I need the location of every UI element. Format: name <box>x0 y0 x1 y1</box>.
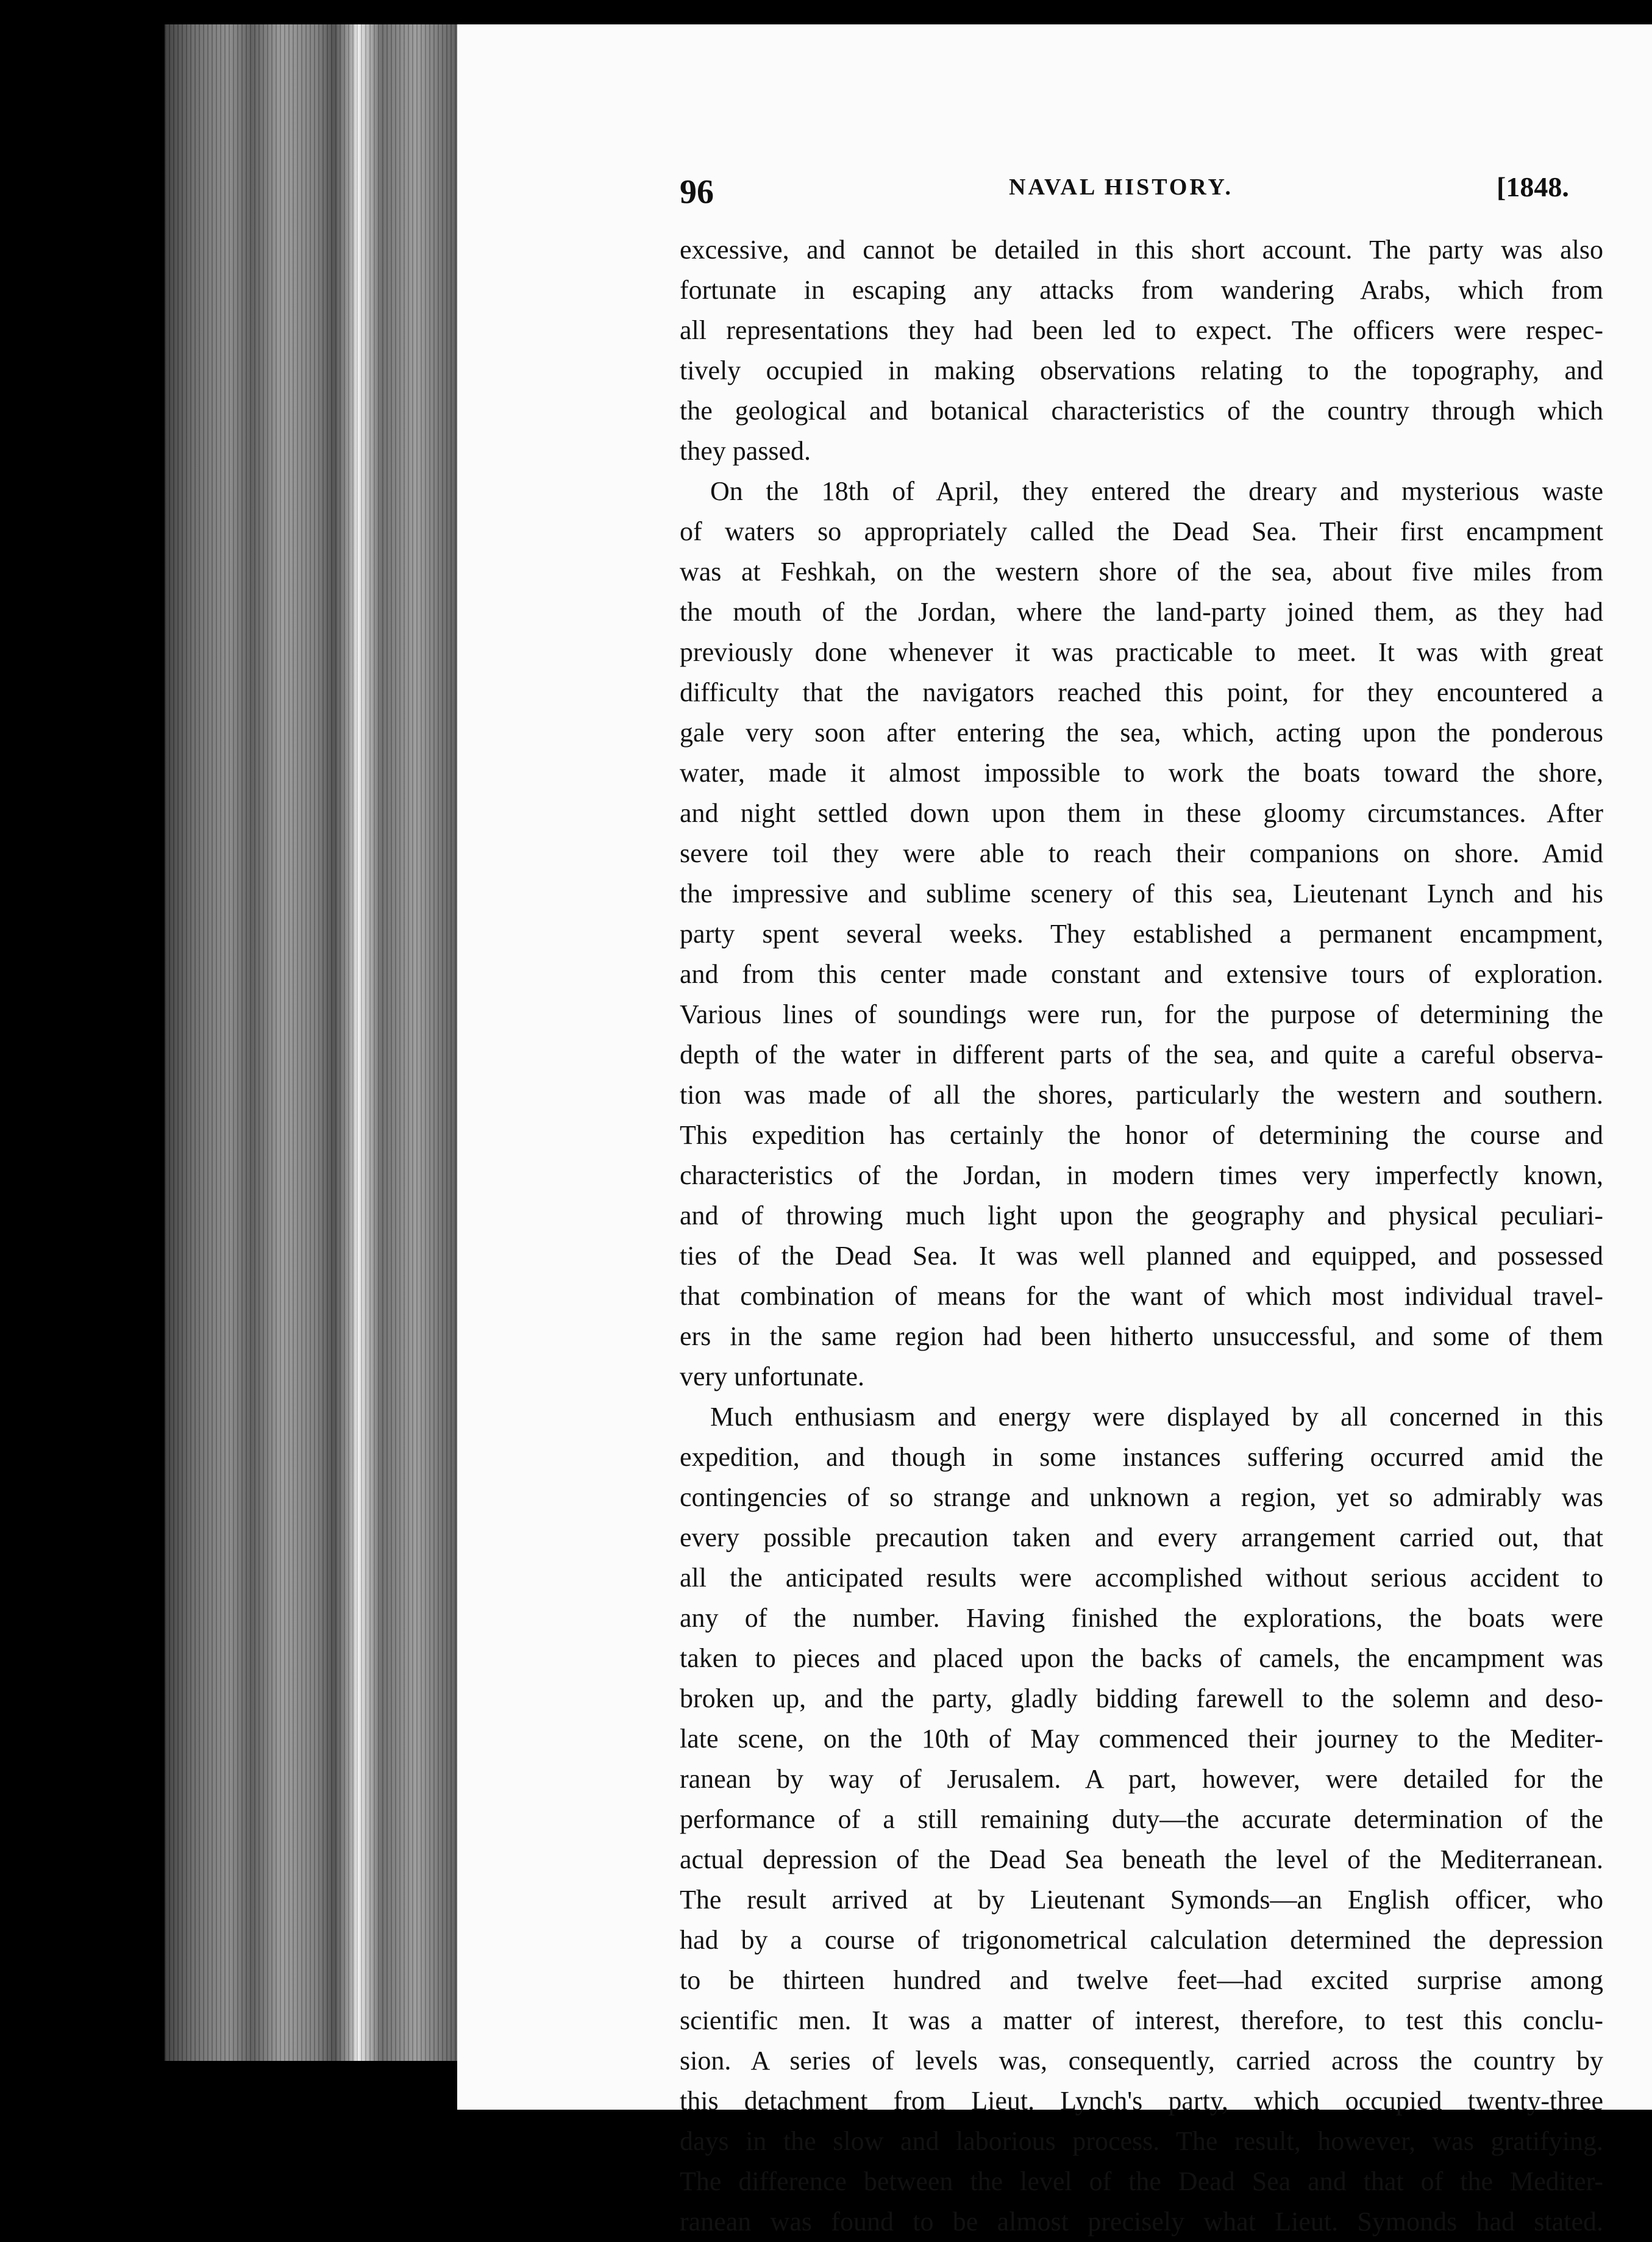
text-line: Much enthusiasm and energy were displayed by all concerned in this <box>710 1402 1603 1432</box>
text-line: expedition, and though in some instances suffering occurred amid the <box>680 1442 1603 1472</box>
text-line: they passed. <box>680 436 811 466</box>
text-line: ers in the same region had been hitherto unsuccessful, and some of them <box>680 1321 1603 1351</box>
text-line: the impressive and sublime scenery of this sea, Lieutenant Lynch and his <box>680 879 1603 909</box>
text-line: On the 18th of April, they entered the dreary and mysterious waste <box>710 476 1603 506</box>
text-line: any of the number. Having finished the explorations, the boats were <box>680 1603 1603 1633</box>
text-line: severe toil they were able to reach their companions on shore. Amid <box>680 838 1603 868</box>
text-line: tion was made of all the shores, particularly the western and southern. <box>680 1080 1603 1110</box>
text-line: to be thirteen hundred and twelve feet—had excited surprise among <box>680 1965 1603 1995</box>
text-line: this detachment from Lieut. Lynch's party, which occupied twenty-three <box>680 2086 1603 2116</box>
text-line: had by a course of trigonometrical calculation determined the depression <box>680 1925 1603 1955</box>
text-line: The difference between the level of the Dead Sea and that of the Mediter- <box>680 2166 1603 2196</box>
text-line: sion. A series of levels was, consequently, carried across the country by <box>680 2046 1603 2076</box>
running-title: NAVAL HISTORY. <box>1009 174 1233 200</box>
text-line: and of throwing much light upon the geography and physical peculiari- <box>680 1201 1603 1230</box>
text-line: late scene, on the 10th of May commenced their journey to the Mediter- <box>680 1724 1603 1754</box>
text-line: that combination of means for the want of which most individual travel- <box>680 1281 1603 1311</box>
text-line: was at Feshkah, on the western shore of the sea, about five miles from <box>680 557 1603 587</box>
text-line: taken to pieces and placed upon the backs of camels, the encampment was <box>680 1643 1603 1673</box>
text-line: ties of the Dead Sea. It was well planned and equipped, and possessed <box>680 1241 1603 1271</box>
text-line: contingencies of so strange and unknown a region, yet so admirably was <box>680 1482 1603 1512</box>
text-line: fortunate in escaping any attacks from wandering Arabs, which from <box>680 275 1603 305</box>
running-year: [1848. <box>1497 171 1569 202</box>
page-number: 96 <box>680 173 714 211</box>
text-line: days in the slow and laborious process. The result, however, was gratifying. <box>680 2126 1603 2156</box>
text-line: depth of the water in different parts of the sea, and quite a careful observa- <box>680 1040 1603 1069</box>
text-line: and from this center made constant and extensive tours of exploration. <box>680 959 1603 989</box>
text-line: This expedition has certainly the honor of determining the course and <box>680 1120 1603 1150</box>
text-line: ranean was found to be almost precisely what Lieut. Symonds had stated. <box>680 2207 1603 2237</box>
page-content <box>680 155 1603 2242</box>
text-line: scientific men. It was a matter of interest, therefore, to test this conclu- <box>680 2005 1603 2035</box>
text-line: broken up, and the party, gladly bidding farewell to the solemn and deso- <box>680 1683 1603 1713</box>
text-line: of waters so appropriately called the Dead Sea. Their first encampment <box>680 516 1603 546</box>
text-line: difficulty that the navigators reached this point, for they encountered a <box>680 677 1603 707</box>
text-line: gale very soon after entering the sea, which, acting upon the ponderous <box>680 718 1603 748</box>
body-text <box>680 230 1603 2242</box>
text-line: party spent several weeks. They established a permanent encampment, <box>680 919 1603 949</box>
text-line: all representations they had been led to expect. The officers were respec- <box>680 315 1603 345</box>
book-page-edge-lines <box>165 24 457 2061</box>
text-line: excessive, and cannot be detailed in this short account. The party was also <box>680 235 1603 265</box>
text-line: the mouth of the Jordan, where the land-party joined them, as they had <box>680 597 1603 627</box>
text-line: every possible precaution taken and every arrangement carried out, that <box>680 1523 1603 1552</box>
text-line: performance of a still remaining duty—the accurate determination of the <box>680 1804 1603 1834</box>
text-line: actual depression of the Dead Sea beneath the level of the Mediterranean. <box>680 1844 1603 1874</box>
text-line: Various lines of soundings were run, for the purpose of determining the <box>680 999 1603 1029</box>
running-head <box>680 155 1603 210</box>
text-line: all the anticipated results were accomplished without serious accident to <box>680 1563 1603 1593</box>
text-line: The result arrived at by Lieutenant Symonds—an English officer, who <box>680 1885 1603 1915</box>
text-line: characteristics of the Jordan, in modern times very imperfectly known, <box>680 1160 1603 1190</box>
text-line: previously done whenever it was practicable to meet. It was with great <box>680 637 1603 667</box>
text-line: ranean by way of Jerusalem. A part, however, were detailed for the <box>680 1764 1603 1794</box>
text-line: very unfortunate. <box>680 1362 864 1391</box>
text-line: tively occupied in making observations relating to the topography, and <box>680 355 1603 385</box>
text-line: water, made it almost impossible to work the boats toward the shore, <box>680 758 1603 788</box>
text-line: the geological and botanical characteristics of the country through which <box>680 396 1603 426</box>
text-line: and night settled down upon them in these gloomy circumstances. After <box>680 798 1603 828</box>
